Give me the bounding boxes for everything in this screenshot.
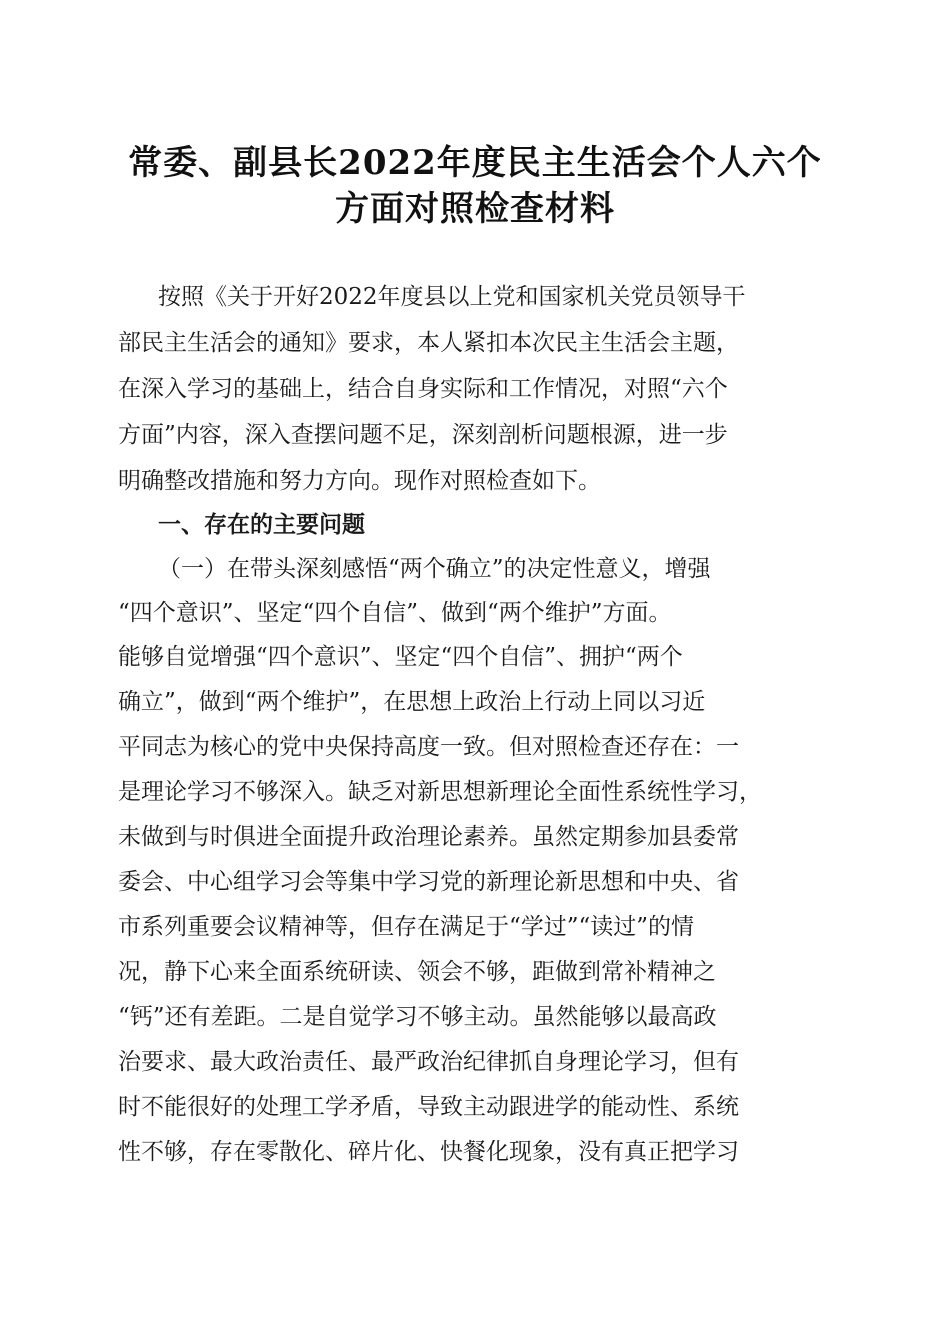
body-line: 时不能很好的处理工学矛盾，导致主动跟进学的能动性、系统 [118,1094,739,1120]
intro-line: 在深入学习的基础上，结合自身实际和工作情况，对照“六个 [118,376,728,402]
body-line: 委会、中心组学习会等集中学习党的新理论新思想和中央、省 [118,869,739,895]
body-line: 性不够，存在零散化、碎片化、快餐化现象，没有真正把学习 [118,1139,739,1165]
intro-line: 明确整改措施和努力方向。现作对照检查如下。 [118,468,601,494]
document-title-line-2: 方面对照检查材料 [335,189,615,229]
section-heading: 一、存在的主要问题 [158,512,365,538]
body-line: 市系列重要会议精神等，但存在满足于“学过”“读过”的情 [118,914,695,940]
body-line: 治要求、最大政治责任、最严政治纪律抓自身理论学习，但有 [118,1049,739,1075]
intro-line: 方面”内容，深入查摆问题不足，深刻剖析问题根源，进一步 [118,422,728,448]
document-title-line-1: 常委、副县长2022年度民主生活会个人六个 [128,143,822,183]
body-line: 况，静下心来全面系统研读、领会不够，距做到常补精神之 [118,959,716,985]
intro-line: 部民主生活会的通知》要求，本人紧扣本次民主生活会主题， [118,330,739,356]
body-line: 能够自觉增强“四个意识”、坚定“四个自信”、拥护“两个 [118,644,683,670]
subsection-heading-line: （一）在带头深刻感悟“两个确立”的决定性意义，增强 [158,556,711,582]
intro-line: 按照《关于开好2022年度县以上党和国家机关党员领导干 [158,284,746,310]
body-line: “钙”还有差距。二是自觉学习不够主动。虽然能够以最高政 [118,1004,717,1030]
subsection-heading-line: “四个意识”、坚定“四个自信”、做到“两个维护”方面。 [118,600,672,626]
body-line: 是理论学习不够深入。缺乏对新思想新理论全面性系统性学习， [118,779,762,805]
body-line: 平同志为核心的党中央保持高度一致。但对照检查还存在：一 [118,734,739,760]
body-line: 确立”，做到“两个维护”，在思想上政治上行动上同以习近 [118,689,706,715]
body-line: 未做到与时俱进全面提升政治理论素养。虽然定期参加县委常 [118,824,739,850]
